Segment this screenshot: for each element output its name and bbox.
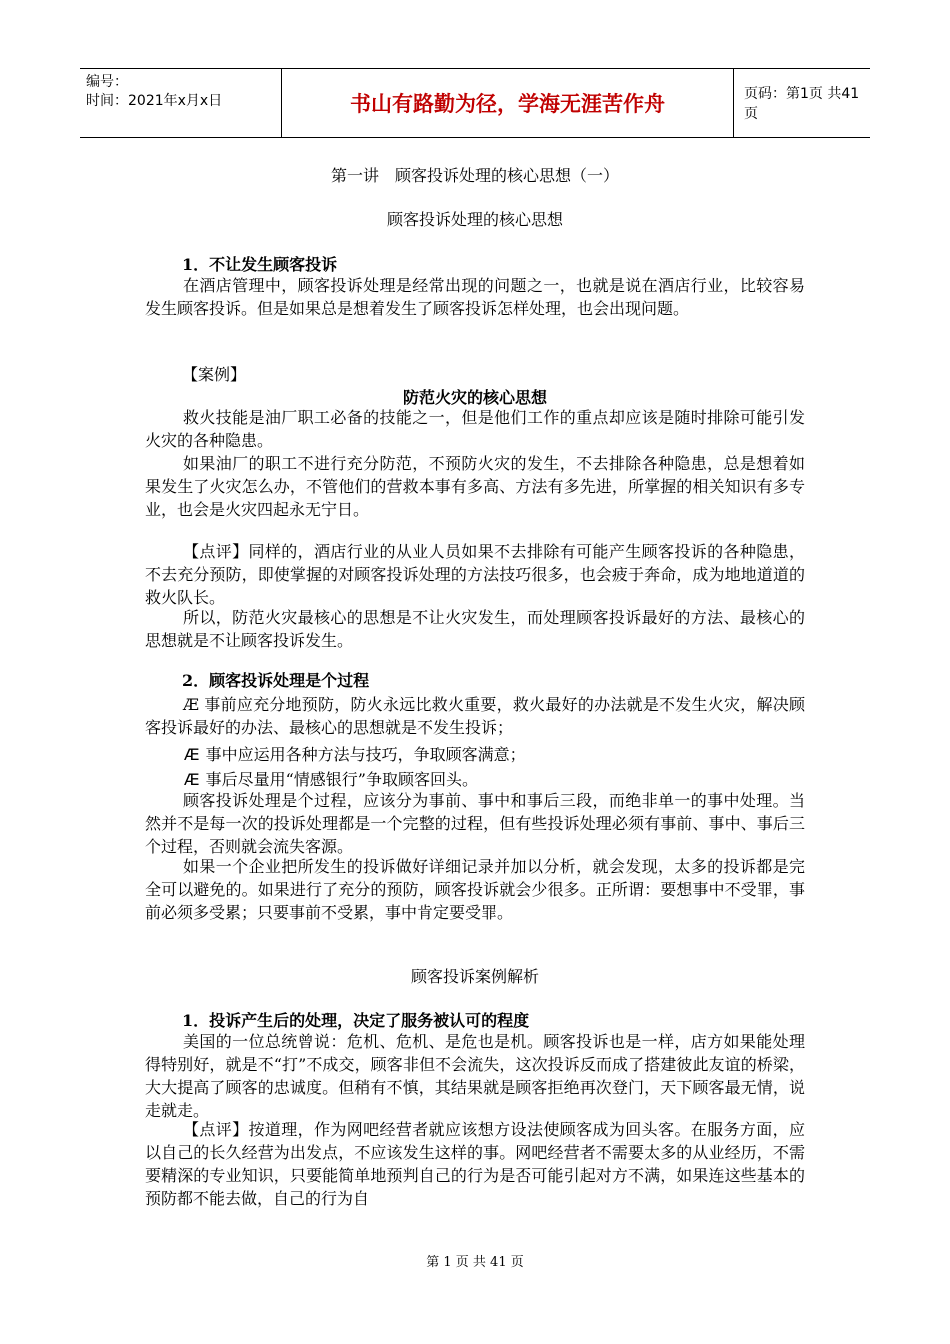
paragraph: 顾客投诉处理是个过程，应该分为事前、事中和事后三段，而绝非单一的事中处理。当然并不是每一次的投诉处理都是一个完整的过程，但有些投诉处理必须有事前、事中、事后三个过程，否则就会流失客源。 xyxy=(145,791,805,856)
paragraph: 如果油厂的职工不进行充分防范，不预防火灾的发生，不去排除各种隐患，总是想着如果发生了火灾怎么办，不管他们的营救本事有多高、方法有多先进，所掌握的相关知识有多专业，也会是火灾四起永无宁日。 xyxy=(145,454,805,519)
header-table xyxy=(80,68,870,138)
case-label: 【案例】 xyxy=(182,365,247,384)
heading: 2．顾客投诉处理是个过程 xyxy=(182,671,370,690)
heading: 1．投诉产生后的处理，决定了服务被认可的程度 xyxy=(182,1011,530,1030)
bullet-text: 事前应充分地预防，防火永远比救火重要，救火最好的办法就是不发生火灾，解决顾客投诉最好的办法、最核心的思想就是不发生投诉； xyxy=(145,695,805,737)
bullet-symbol: Æ xyxy=(184,745,200,764)
paragraph: 【点评】同样的，酒店行业的从业人员如果不去排除有可能产生顾客投诉的各种隐患，不去充分预防，即使掌握的对顾客投诉处理的方法技巧很多，也会疲于奔命，成为地地道道的救火队长。 xyxy=(145,542,805,607)
bullet-symbol: Æ xyxy=(184,770,200,789)
header-meta-cell xyxy=(80,69,282,137)
time-label: 时间：2021年x月x日 xyxy=(86,93,223,109)
header-page-info: 页码：第1页 共41页 xyxy=(744,86,860,122)
bullet-item xyxy=(184,742,526,765)
lecture-title: 第一讲 顾客投诉处理的核心思想（一） xyxy=(330,166,619,185)
heading: 1．不让发生顾客投诉 xyxy=(182,255,338,274)
header-motto: 书山有路勤为径，学海无涯苦作舟 xyxy=(282,69,734,137)
bullet-text: 事后尽量用“情感银行”争取顾客回头。 xyxy=(205,770,478,789)
paragraph: 如果一个企业把所发生的投诉做好详细记录并加以分析，就会发现，太多的投诉都是完全可以避免的。如果进行了充分的预防，顾客投诉就会少很多。正所谓：要想事中不受罪，事前必须多受累；只要事前不受累，事中肯定要受罪。 xyxy=(145,857,805,922)
bullet-text: 事中应运用各种方法与技巧，争取顾客满意； xyxy=(205,745,526,764)
paragraph: 救火技能是油厂职工必备的技能之一，但是他们工作的重点却应该是随时排除可能引发火灾的各种隐患。 xyxy=(145,408,805,450)
case-title: 防范火灾的核心思想 xyxy=(402,388,547,407)
number-label: 编号： xyxy=(86,74,128,90)
paragraph: 美国的一位总统曾说：危机、危机、是危也是机。顾客投诉也是一样，店方如果能处理得特别好，就是不“打”不成交，顾客非但不会流失，这次投诉反而成了搭建彼此友谊的桥梁，大大提高了顾客的忠诚度。但稍有不慎，其结果就是顾客拒绝再次登门，天下顾客最无情，说走就走。 xyxy=(145,1032,805,1120)
paragraph: 【点评】按道理，作为网吧经营者就应该想方设法使顾客成为回头客。在服务方面，应以自己的长久经营为出发点，不应该发生这样的事。网吧经营者不需要太多的从业经历，不需要精深的专业知识，只要能简单地预判自己的行为是否可能引起对方不满，如果连这些基本的预防都不能去做，自己的行为自 xyxy=(145,1120,805,1208)
bullet-symbol: Æ xyxy=(183,695,200,714)
section-title: 顾客投诉处理的核心思想 xyxy=(386,210,563,229)
paragraph: 在酒店管理中，顾客投诉处理是经常出现的问题之一，也就是说在酒店行业，比较容易发生顾客投诉。但是如果总是想着发生了顾客投诉怎样处理，也会出现问题。 xyxy=(145,276,805,318)
bullet-item xyxy=(184,767,478,790)
bullet-item xyxy=(145,693,805,739)
paragraph: 所以，防范火灾最核心的思想是不让火灾发生，而处理顾客投诉最好的方法、最核心的思想就是不让顾客投诉发生。 xyxy=(145,608,805,650)
page-footer: 第 1 页 共 41 页 xyxy=(426,1255,524,1270)
section-title: 顾客投诉案例解析 xyxy=(410,967,539,986)
